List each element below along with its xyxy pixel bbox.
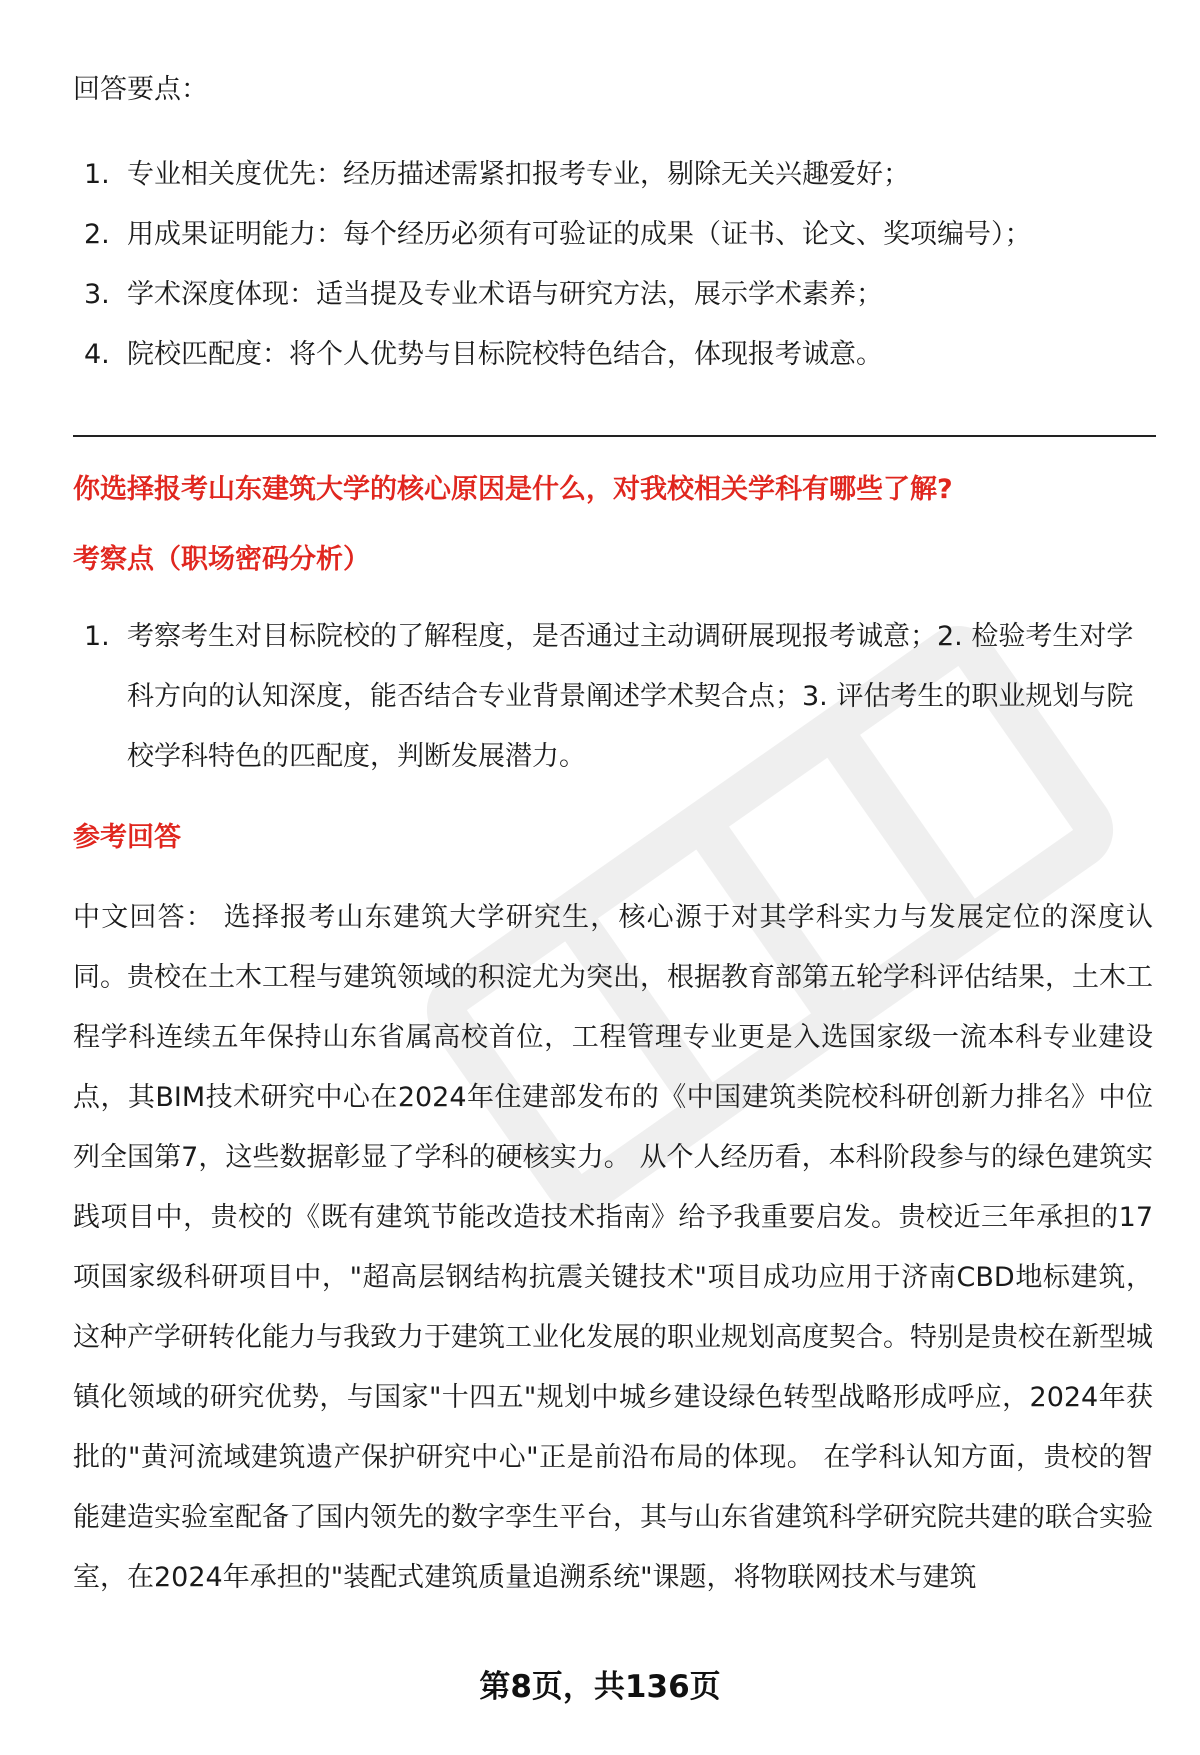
list-item: 2. 用成果证明能力：每个经历必须有可验证的成果（证书、论文、奖项编号）； (84, 219, 1032, 250)
answer-points-list (84, 145, 1154, 385)
list-item: 3. 学术深度体现：适当提及专业术语与研究方法，展示学术素养； (84, 279, 883, 310)
page-number: 第8页，共136页 (479, 1669, 721, 1705)
reference-answer-heading: 参考回答 (73, 822, 181, 853)
reference-answer-body: 中文回答： 选择报考山东建筑大学研究生，核心源于对其学科实力与发展定位的深度认同。贵校在土木工程与建筑领域的积淀尤为突出，根据教育部第五轮学科评估结果，土木工程学科连续五年保持山东省属高校首位，工程管理专业更是入选国家级一流本科专业建设点，其BIM技术研究中心在2024年住建部发布的《中国建筑类院校科研创新力排名》中位列全国第7，这些数据彰显了学科的硬核实力。 从个人经历看，本科阶段参与的绿色建筑实践项目中，贵校的《既有建筑节能改造技术指南》给予我重要启发。贵校近三年承担的17项国家级科研项目中，"超高层钢结构抗震关键技术"项目成功应用于济南CBD地标建筑，这种产学研转化能力与我致力于建筑工业化发展的职业规划高度契合。特别是贵校在新型城镇化领域的研究优势，与国家"十四五"规划中城乡建设绿色转型战略形成呼应，2024年获批的"黄河流域建筑遗产保护研究中心"正是前沿布局的体现。 在学科认知方面，贵校的智能建造实验室配备了国内领先的数字孪生平台，其与山东省建筑科学研究院共建的联合实验室，在2024年承担的"装配式建筑质量追溯系统"课题，将物联网技术与建筑 (73, 902, 1153, 1593)
answer-points-heading: 回答要点： (73, 74, 208, 105)
list-item: 4. 院校匹配度：将个人优势与目标院校特色结合，体现报考诚意。 (84, 339, 883, 370)
exam-point-analysis: 1. 考察考生对目标院校的了解程度，是否通过主动调研展现报考诚意；2. 检验考生对学科方向的认知深度，能否结合专业背景阐述学术契合点；3. 评估考生的职业规划与院校学科特色的匹配度，判断发展潜力。 (84, 621, 1134, 772)
interview-question: 你选择报考山东建筑大学的核心原因是什么，对我校相关学科有哪些了解? (73, 474, 953, 505)
list-item: 1. 专业相关度优先：经历描述需紧扣报考专业，剔除无关兴趣爱好； (84, 159, 910, 190)
section-divider (73, 435, 1156, 437)
exam-point-heading: 考察点（职场密码分析） (73, 544, 370, 575)
